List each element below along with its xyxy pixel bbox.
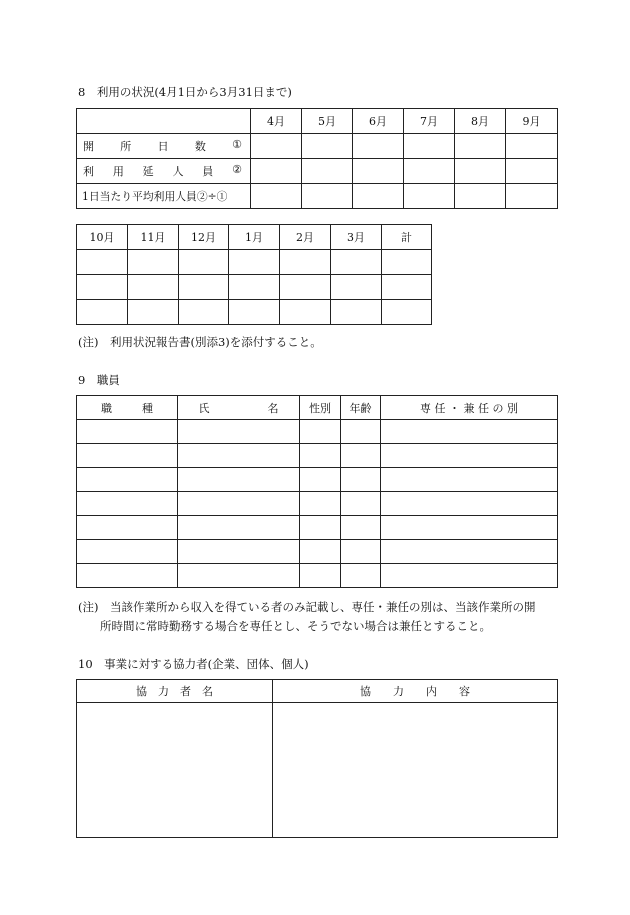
data-cell[interactable] xyxy=(229,250,280,275)
header-employment-status: 専 任 ・ 兼 任 の 別 xyxy=(381,396,558,420)
data-cell[interactable] xyxy=(280,250,331,275)
data-cell[interactable] xyxy=(302,184,353,209)
section8-heading: 8 利用の状況(4月1日から3月31日まで) xyxy=(78,85,292,99)
data-cell[interactable] xyxy=(404,134,455,159)
data-cell[interactable] xyxy=(77,300,128,325)
staff-cell[interactable] xyxy=(381,516,558,540)
data-cell[interactable] xyxy=(179,300,229,325)
data-cell[interactable] xyxy=(280,275,331,300)
staff-cell[interactable] xyxy=(341,468,381,492)
staff-cell[interactable] xyxy=(178,468,300,492)
data-cell[interactable] xyxy=(382,300,432,325)
data-cell[interactable] xyxy=(353,134,404,159)
staff-cell[interactable] xyxy=(77,468,178,492)
staff-cell[interactable] xyxy=(178,540,300,564)
month-header: 3月 xyxy=(331,225,382,250)
staff-cell[interactable] xyxy=(381,444,558,468)
data-cell[interactable] xyxy=(128,300,179,325)
staff-cell[interactable] xyxy=(300,540,341,564)
month-header: 4月 xyxy=(251,109,302,134)
section9-heading: 9 職員 xyxy=(78,373,120,387)
month-header: 6月 xyxy=(353,109,404,134)
data-cell[interactable] xyxy=(77,250,128,275)
month-header: 8月 xyxy=(455,109,506,134)
staff-row xyxy=(77,444,558,468)
staff-cell[interactable] xyxy=(77,516,178,540)
staff-cell[interactable] xyxy=(300,468,341,492)
row-label-total-users: 利 用 延 人 員 ② xyxy=(77,159,251,184)
staff-row xyxy=(77,492,558,516)
data-cell[interactable] xyxy=(353,184,404,209)
staff-cell[interactable] xyxy=(341,420,381,444)
data-cell[interactable] xyxy=(302,134,353,159)
data-cell[interactable] xyxy=(455,184,506,209)
data-cell[interactable] xyxy=(331,250,382,275)
cooperator-name-cell[interactable] xyxy=(77,703,273,838)
staff-cell[interactable] xyxy=(77,492,178,516)
section9-note-line1: (注) 当該作業所から収入を得ている者のみ記載し、専任・兼任の別は、当該作業所の開 xyxy=(78,600,536,614)
staff-row xyxy=(77,564,558,588)
staff-row xyxy=(77,540,558,564)
data-cell[interactable] xyxy=(251,134,302,159)
data-cell[interactable] xyxy=(382,250,432,275)
staff-cell[interactable] xyxy=(341,492,381,516)
data-cell[interactable] xyxy=(128,275,179,300)
staff-cell[interactable] xyxy=(300,516,341,540)
cooperation-content-cell[interactable] xyxy=(273,703,558,838)
staff-cell[interactable] xyxy=(77,564,178,588)
data-cell[interactable] xyxy=(128,250,179,275)
staff-row xyxy=(77,516,558,540)
section9-note-line2: 所時間に常時勤務する場合を専任とし、そうでない場合は兼任とすること。 xyxy=(100,619,491,633)
row-label-opening-days: 開 所 日 数 ① xyxy=(77,134,251,159)
staff-table xyxy=(76,395,558,588)
data-cell[interactable] xyxy=(404,159,455,184)
header-name: 氏 名 xyxy=(178,396,300,420)
staff-cell[interactable] xyxy=(381,420,558,444)
header-blank-cell xyxy=(77,109,251,134)
staff-cell[interactable] xyxy=(178,444,300,468)
staff-cell[interactable] xyxy=(341,516,381,540)
month-header: 11月 xyxy=(128,225,179,250)
month-header: 7月 xyxy=(404,109,455,134)
staff-cell[interactable] xyxy=(300,420,341,444)
month-header: 1月 xyxy=(229,225,280,250)
staff-cell[interactable] xyxy=(381,564,558,588)
staff-cell[interactable] xyxy=(178,492,300,516)
total-header: 計 xyxy=(382,225,432,250)
header-gender: 性別 xyxy=(300,396,341,420)
month-header: 5月 xyxy=(302,109,353,134)
staff-cell[interactable] xyxy=(381,468,558,492)
data-cell[interactable] xyxy=(506,184,558,209)
data-cell[interactable] xyxy=(77,275,128,300)
staff-cell[interactable] xyxy=(300,564,341,588)
staff-row xyxy=(77,468,558,492)
staff-cell[interactable] xyxy=(341,540,381,564)
data-cell[interactable] xyxy=(382,275,432,300)
header-job-type: 職 種 xyxy=(77,396,178,420)
data-cell[interactable] xyxy=(229,275,280,300)
data-cell[interactable] xyxy=(455,159,506,184)
month-header: 2月 xyxy=(280,225,331,250)
section8-note: (注) 利用状況報告書(別添3)を添付すること。 xyxy=(78,335,322,349)
data-cell[interactable] xyxy=(179,275,229,300)
staff-cell[interactable] xyxy=(178,516,300,540)
header-cooperation-content: 協 力 内 容 xyxy=(273,680,558,703)
staff-cell[interactable] xyxy=(77,444,178,468)
month-header: 9月 xyxy=(506,109,558,134)
data-cell[interactable] xyxy=(251,159,302,184)
staff-cell[interactable] xyxy=(381,492,558,516)
data-cell[interactable] xyxy=(353,159,404,184)
section10-heading: 10 事業に対する協力者(企業、団体、個人) xyxy=(78,657,309,671)
staff-cell[interactable] xyxy=(77,420,178,444)
staff-cell[interactable] xyxy=(341,444,381,468)
staff-cell[interactable] xyxy=(77,540,178,564)
usage-table-second-half xyxy=(76,224,432,325)
staff-cell[interactable] xyxy=(300,492,341,516)
data-cell[interactable] xyxy=(404,184,455,209)
staff-cell[interactable] xyxy=(381,540,558,564)
data-cell[interactable] xyxy=(229,300,280,325)
staff-cell[interactable] xyxy=(178,564,300,588)
staff-row xyxy=(77,420,558,444)
header-age: 年齢 xyxy=(341,396,381,420)
staff-cell[interactable] xyxy=(341,564,381,588)
row-label-daily-average: 1日当たり平均利用人員②÷① xyxy=(77,184,251,209)
month-header: 12月 xyxy=(179,225,229,250)
header-cooperator-name: 協 力 者 名 xyxy=(77,680,273,703)
data-cell[interactable] xyxy=(331,275,382,300)
data-cell[interactable] xyxy=(506,134,558,159)
data-cell[interactable] xyxy=(179,250,229,275)
month-header: 10月 xyxy=(77,225,128,250)
staff-cell[interactable] xyxy=(178,420,300,444)
data-cell[interactable] xyxy=(455,134,506,159)
cooperator-table xyxy=(76,679,558,838)
data-cell[interactable] xyxy=(331,300,382,325)
data-cell[interactable] xyxy=(251,184,302,209)
data-cell[interactable] xyxy=(506,159,558,184)
data-cell[interactable] xyxy=(280,300,331,325)
usage-table-first-half xyxy=(76,108,558,209)
data-cell[interactable] xyxy=(302,159,353,184)
staff-cell[interactable] xyxy=(300,444,341,468)
